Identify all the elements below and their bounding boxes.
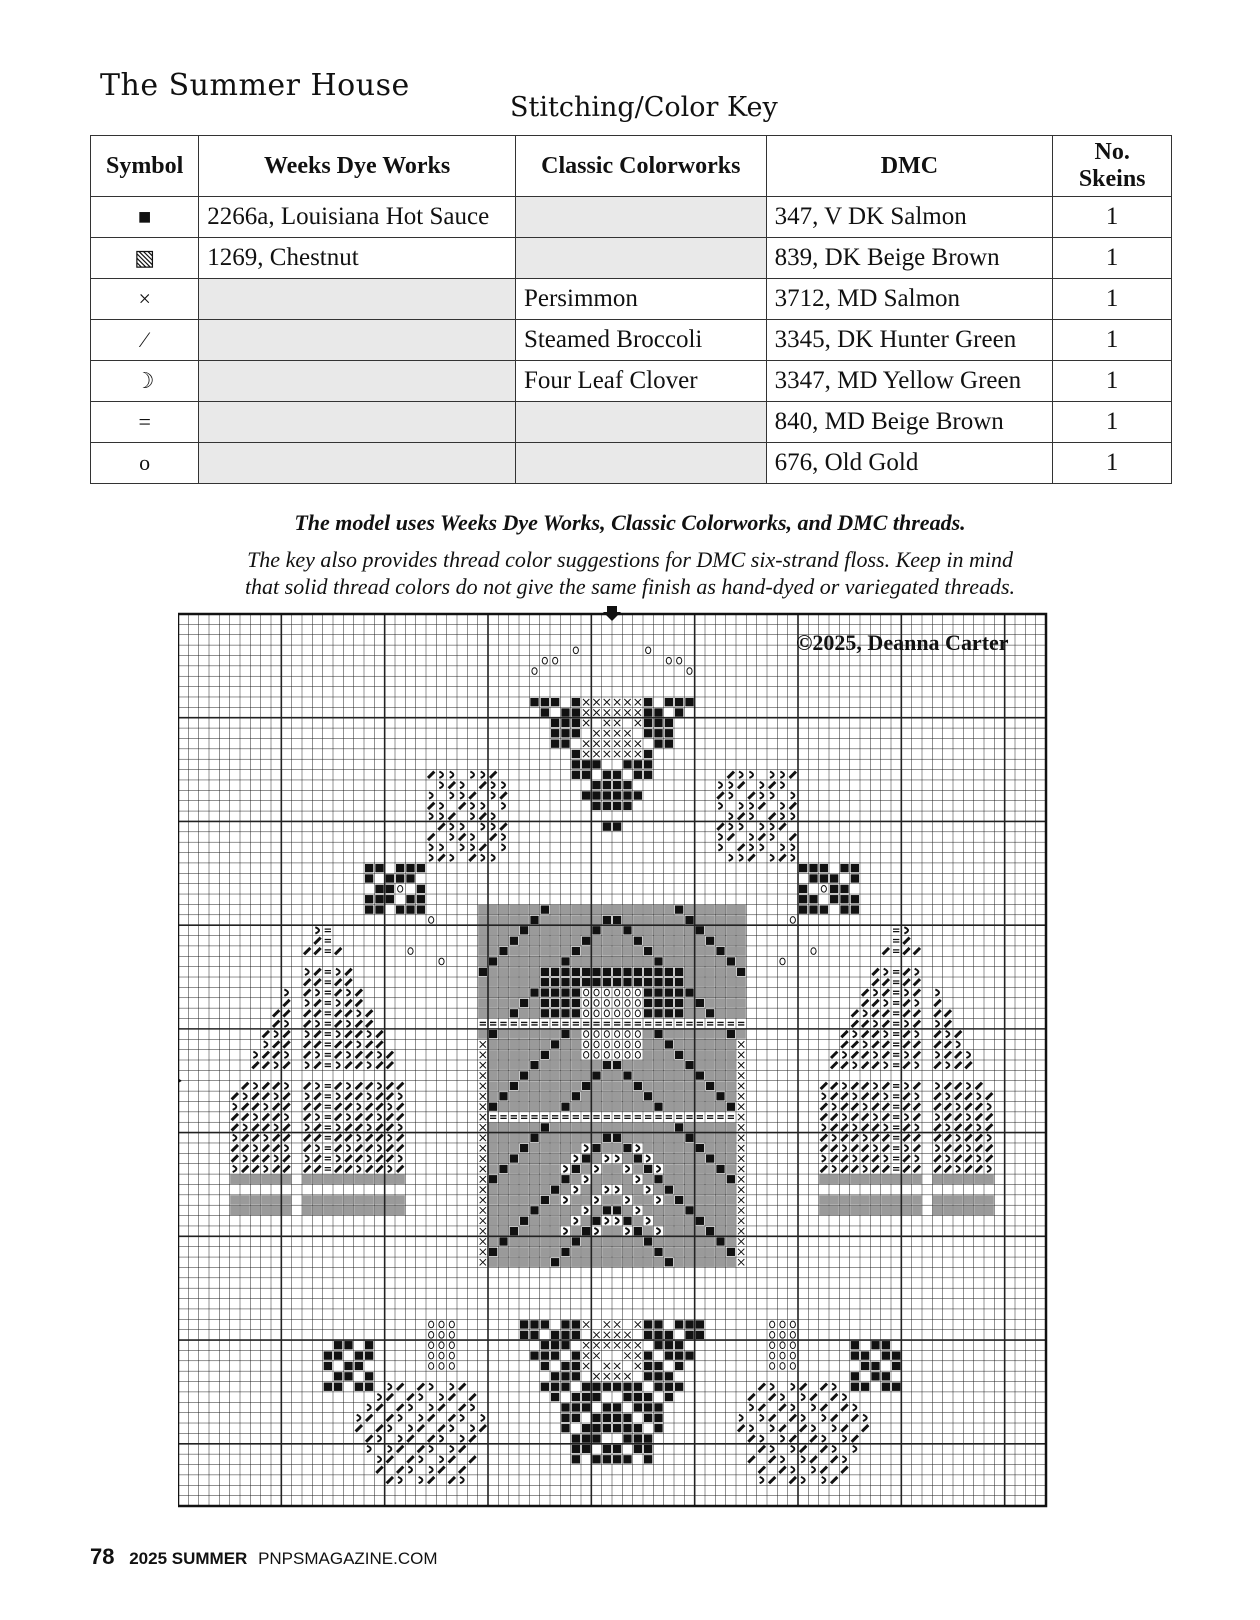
column-header-skeins: No. Skeins [1053,136,1172,197]
cross-stitch-chart [178,606,1083,1534]
page-title: The Summer House [100,68,410,103]
weeks-cell [199,402,516,443]
column-header-dmc: DMC [766,136,1053,197]
column-header-symbol: Symbol [91,136,199,197]
suggestion-note-line: that solid thread colors do not give the same finish as hand-dyed or variegated threads. [244,574,1016,599]
classic-cell [515,197,766,238]
dmc-cell: 3345, DK Hunter Green [766,320,1053,361]
dmc-cell: 3712, MD Salmon [766,279,1053,320]
circle-symbol: o [91,443,199,484]
filled-square-symbol: ■ [91,197,199,238]
table-row [91,197,1172,238]
weeks-cell: 1269, Chestnut [199,238,516,279]
column-header-classic: Classic Colorworks [515,136,766,197]
weeks-cell [199,361,516,402]
cross-symbol: × [91,279,199,320]
skeins-cell: 1 [1053,443,1172,484]
classic-cell: Steamed Broccoli [515,320,766,361]
slash-symbol: ⁄ [91,320,199,361]
suggestion-note [0,546,1260,600]
copyright-text: ©2025, Deanna Carter [796,630,1009,655]
weeks-cell [199,320,516,361]
weeks-cell: 2266a, Louisiana Hot Sauce [199,197,516,238]
table-row [91,320,1172,361]
classic-cell: Four Leaf Clover [515,361,766,402]
site-label: PNPSMAGAZINE.COM [258,1549,438,1568]
classic-cell [515,238,766,279]
skeins-cell: 1 [1053,361,1172,402]
crescent-symbol: ☽ [91,361,199,402]
model-note: The model uses Weeks Dye Works, Classic Colorworks, and DMC threads. [294,510,966,535]
skeins-cell: 1 [1053,197,1172,238]
chart-grid [178,606,1083,1534]
table-row [91,238,1172,279]
page-footer [90,1544,438,1570]
skeins-cell: 1 [1053,320,1172,361]
table-row [91,402,1172,443]
suggestion-note-line: The key also provides thread color suggestions for DMC six-strand floss. Keep in mind [247,547,1013,572]
table-header-row [91,136,1172,197]
issue-label: 2025 SUMMER [129,1549,248,1568]
dmc-cell: 839, DK Beige Brown [766,238,1053,279]
table-row [91,443,1172,484]
hatched-square-symbol: ▧ [91,238,199,279]
column-header-weeks: Weeks Dye Works [199,136,516,197]
skeins-cell: 1 [1053,238,1172,279]
skeins-cell: 1 [1053,279,1172,320]
page-number: 78 [90,1544,115,1569]
dmc-cell: 840, MD Beige Brown [766,402,1053,443]
classic-cell [515,443,766,484]
dmc-cell: 3347, MD Yellow Green [766,361,1053,402]
dmc-cell: 676, Old Gold [766,443,1053,484]
classic-cell [515,402,766,443]
dmc-cell: 347, V DK Salmon [766,197,1053,238]
equals-symbol: = [91,402,199,443]
color-key-table [90,135,1172,484]
table-row [91,361,1172,402]
classic-cell: Persimmon [515,279,766,320]
table-row [91,279,1172,320]
weeks-cell [199,279,516,320]
skeins-cell: 1 [1053,402,1172,443]
key-subtitle: Stitching/Color Key [510,92,778,123]
weeks-cell [199,443,516,484]
